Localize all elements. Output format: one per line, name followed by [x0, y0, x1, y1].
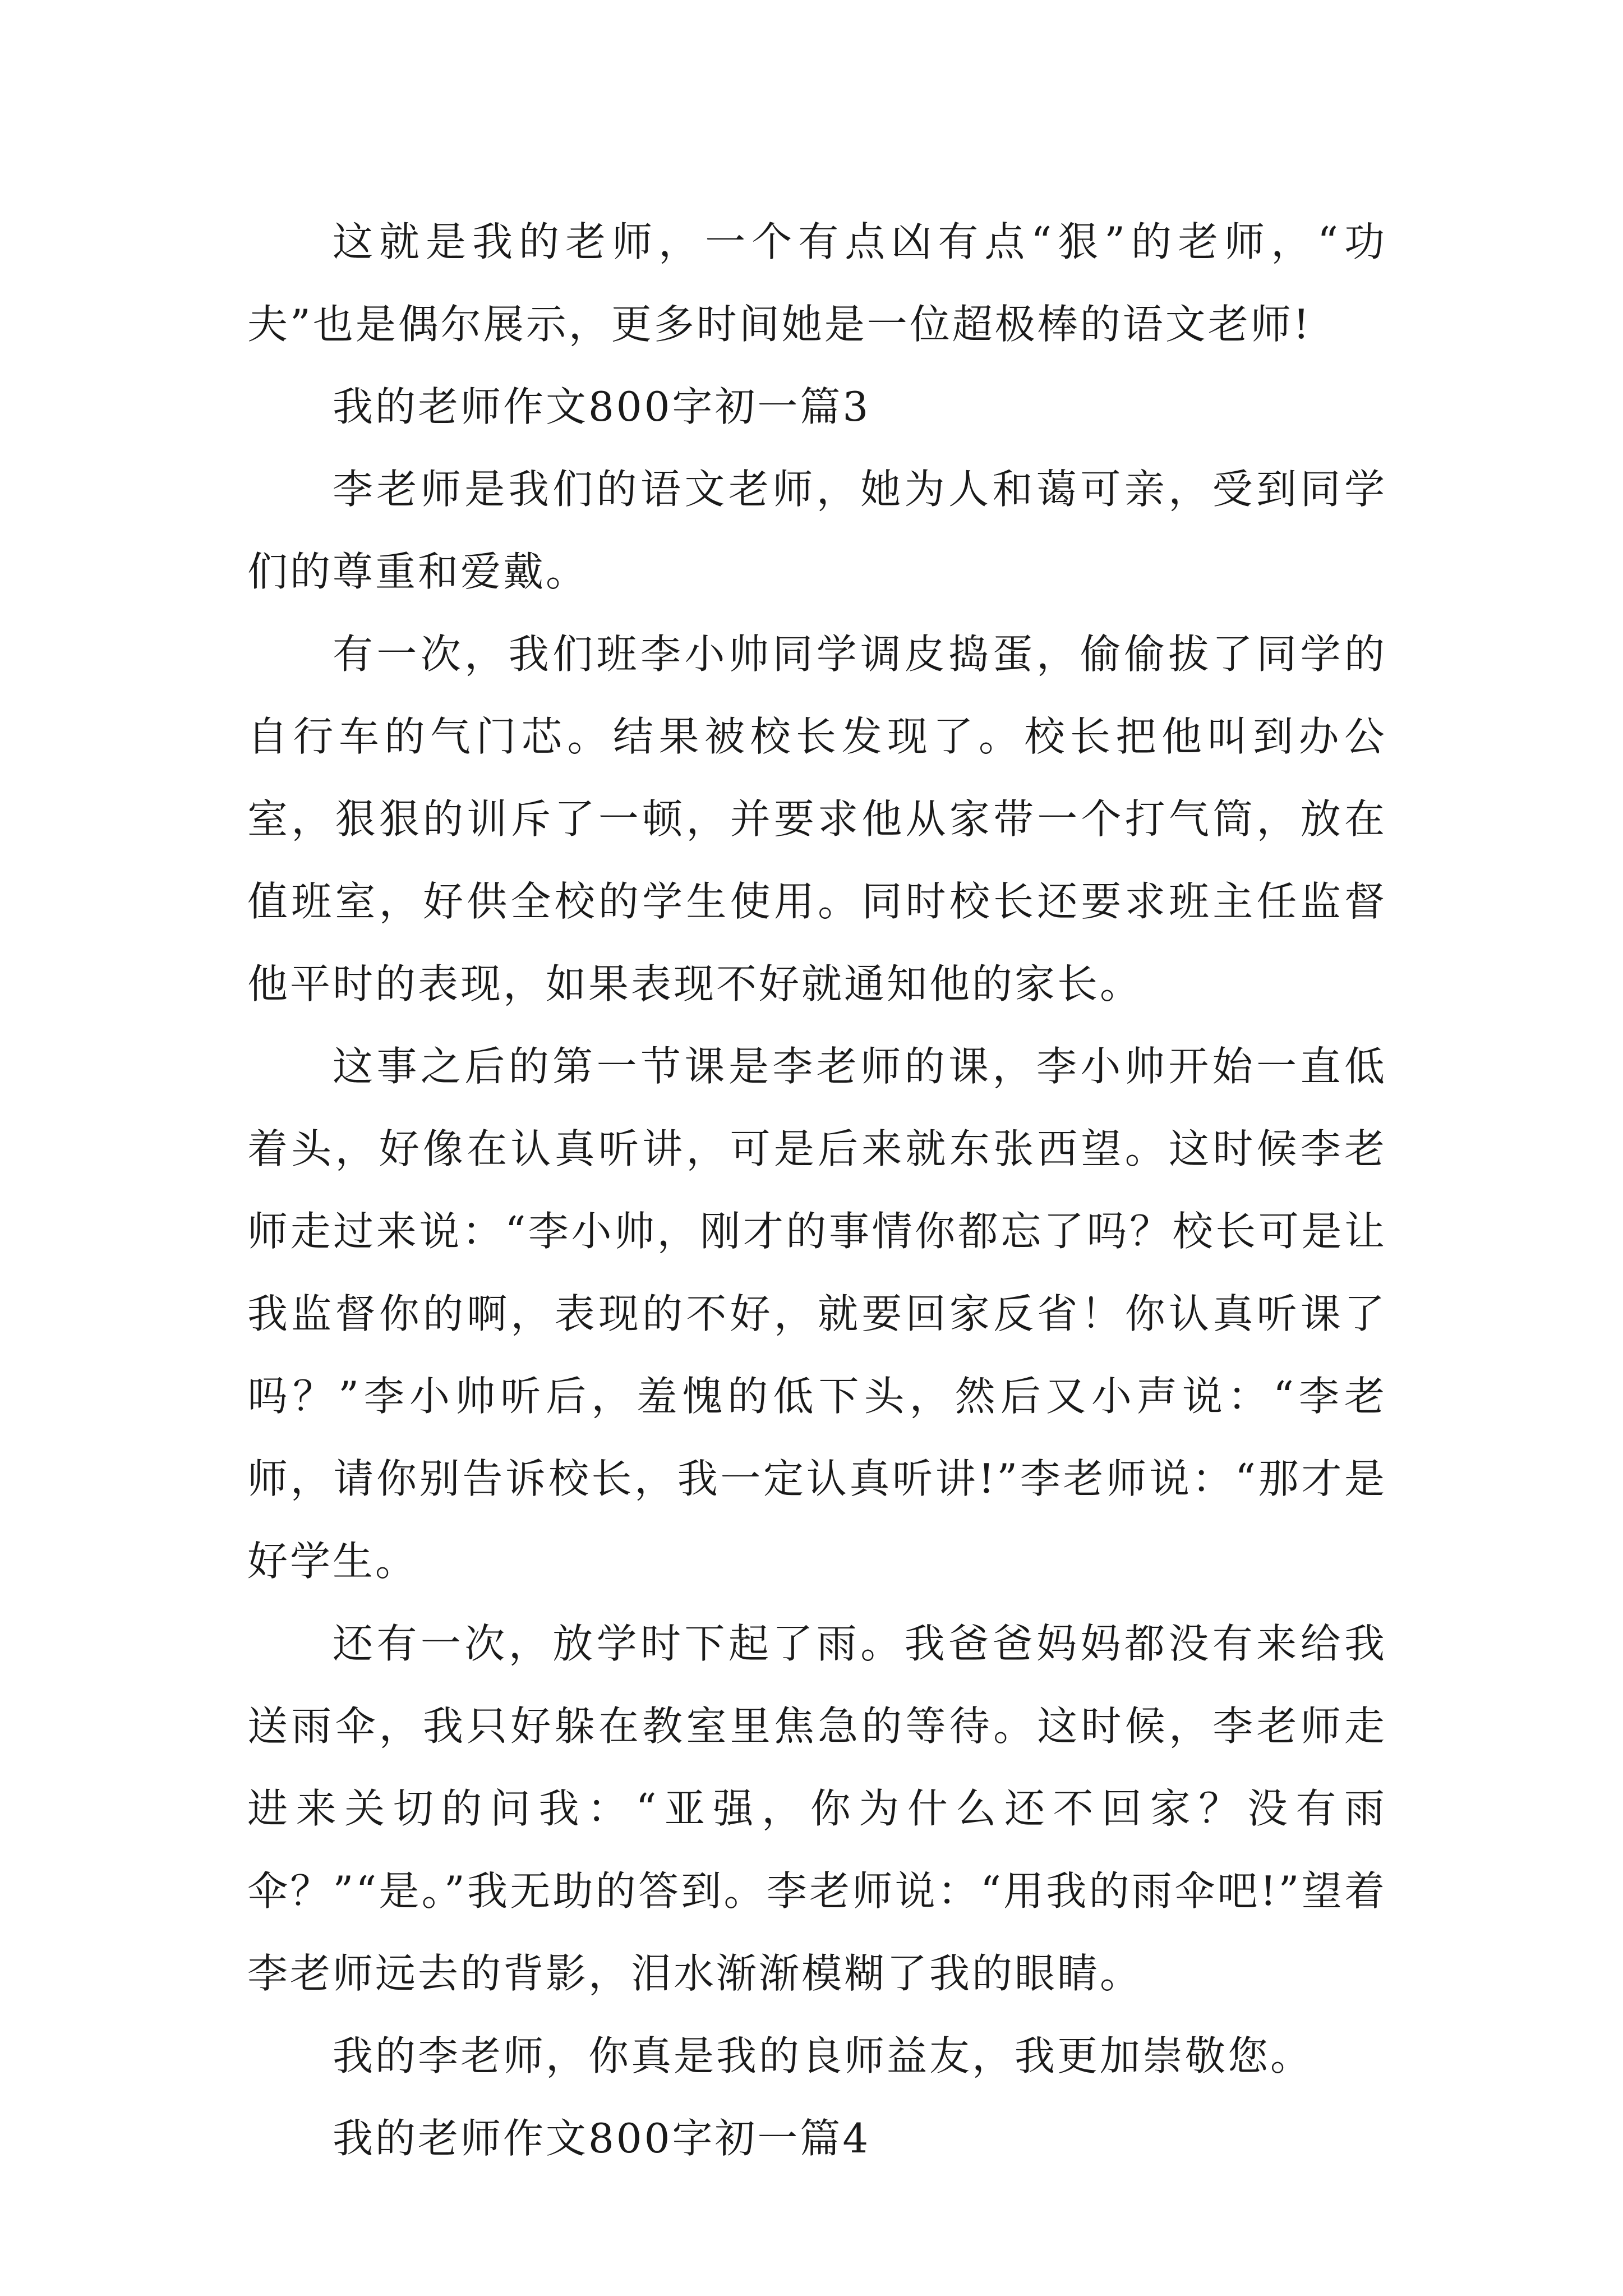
- paragraph-class-story: 这事之后的第一节课是李老师的课，李小帅开始一直低着头，好像在认真听讲，可是后来就东张西望。这时候李老师走过来说：“李小帅，刚才的事情你都忘了吗？校长可是让我监督你的啊，表现的不好，就要回家反省！你认真听课了吗？”李小帅听后，羞愧的低下头，然后又小声说：“李老师，请你别告诉校长，我一定认真听讲!”李老师说：“那才是好学生。: [247, 1043, 1387, 1585]
- section-heading-4: 我的老师作文800字初一篇4: [333, 2115, 871, 2162]
- paragraph-teacher-li-intro: 李老师是我们的语文老师，她为人和蔼可亲，受到同学们的尊重和爱戴。: [247, 466, 1387, 595]
- paragraph-conclusion: 我的李老师，你真是我的良师益友，我更加崇敬您。: [333, 2032, 1313, 2079]
- paragraph-closing-teacher-intro: 这就是我的老师，一个有点凶有点“狠”的老师，“功夫”也是偶尔展示，更多时间她是一位超极棒的语文老师!: [247, 218, 1387, 348]
- paragraph-bike-valve-story: 有一次，我们班李小帅同学调皮捣蛋，偷偷拔了同学的自行车的气门芯。结果被校长发现了。校长把他叫到办公室，狠狠的训斥了一顿，并要求他从家带一个打气筒，放在值班室，好供全校的学生使用。同时校长还要求班主任监督他平时的表现，如果表现不好就通知他的家长。: [247, 631, 1387, 1007]
- document-body: [247, 201, 1387, 2180]
- section-heading-3: 我的老师作文800字初一篇3: [333, 383, 871, 430]
- paragraph-umbrella-story: 还有一次，放学时下起了雨。我爸爸妈妈都没有来给我送雨伞，我只好躲在教室里焦急的等待。这时候，李老师走进来关切的问我：“亚强，你为什么还不回家？没有雨伞？”“是。”我无助的答到。李老师说：“用我的雨伞吧!”望着李老师远去的背影，泪水渐渐模糊了我的眼睛。: [247, 1620, 1387, 1997]
